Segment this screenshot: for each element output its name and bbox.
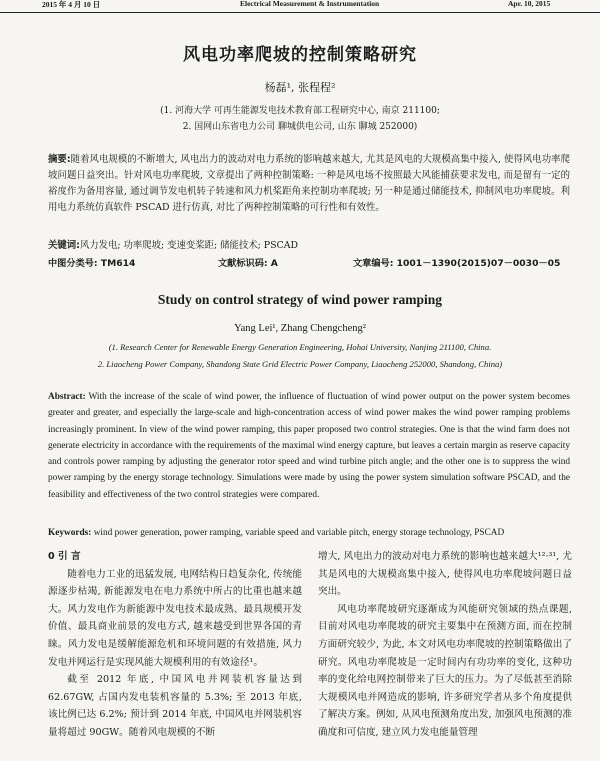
english-keywords: [48, 528, 570, 538]
clc-number: 中图分类号: TM614: [48, 258, 136, 269]
chinese-keywords-label: 关键词:: [48, 240, 80, 251]
chinese-title: 风电功率爬坡的控制策略研究: [183, 45, 417, 65]
chinese-affiliation-2: 2. 国网山东省电力公司 聊城供电公司, 山东 聊城 252000): [182, 122, 418, 132]
chinese-abstract-text: 随着风电规模的不断增大, 风电出力的波动对电力系统的影响越来越大, 尤其是风电的大规模高集中接入, 使得风电功率爬坡问题日益突出。针对风电功率爬坡, 文章提出了两种控制策略: 一种是风电场不按照最大风能捕获要求发电, 而是留有一定的裕度作为备用容量, 通过调节发电机转子转速和风力机桨距角来控制功率爬坡; 另一种是通过储能技术, 抑制风电功率爬坡。利用电力系统仿真软件 PSCAD 进行仿真, 对比了两种控制策略的可行性和有效性。: [48, 154, 570, 213]
chinese-abstract: [48, 152, 570, 216]
header-date-right: Apr. 10, 2015: [508, 0, 551, 8]
english-affiliation-1: (1. Research Center for Renewable Energy Generation Engineering, Hohai University, Nanjing 211100, China.: [108, 342, 492, 352]
english-abstract-text: With the increase of the scale of wind power, the influence of fluctuation of wind power output on the power system becomes greater and greater, and especially the large-scale and high-concentration access of wind power makes the wind power ramping problems increasingly prominent. In view of the wind power ramping, this paper proposed two control strategies. One is that the wind farm does not generate electricity in accordance with the requirements of the maximal wind energy capture, but leaves a certain margin as reserve capacity and controls power ramping by adjusting the generator rotor speed and wind turbine pitch angle; and the other one is to suppress the wind power ramping by the energy storage technology. Simulations were made by using the power system simulation software PSCAD, and the feasibility and effectiveness of the two control strategies were compared.: [48, 392, 571, 500]
english-title: Study on control strategy of wind power ramping: [157, 292, 443, 307]
running-header: [0, 0, 600, 13]
header-date-left: 2015 年 4 月 10 日: [42, 0, 101, 9]
chinese-keywords: [48, 238, 570, 254]
body-paragraph: 截至 2012 年底, 中国风电并网装机容量达到 62.67GW, 占国内发电装机容量的 5.3%; 至 2013 年底, 该比例已达 6.2%; 预计到 2014 年底, 中国风电并网装机容量将超过 90GW。随着风电规模的不断: [48, 674, 302, 738]
chinese-keywords-text: 风力发电; 功率爬坡; 变速变桨距; 储能技术; PSCAD: [79, 240, 298, 251]
english-authors: Yang Lei¹, Zhang Chengcheng²: [234, 323, 366, 334]
body-paragraph: 增大, 风电出力的波动对电力系统的影响也越来越大¹²·³¹, 尤其是风电的大规模高集中接入, 使得风电功率爬坡问题日益突出。: [318, 551, 572, 598]
body-paragraph: 风电功率爬坡研究逐渐成为风能研究领域的热点课题, 目前对风电功率爬坡的研究主要集中在预测方面, 而在控制方面研究较少, 为此, 本文对风电功率爬坡的控制策略做出了研究。风电功率爬坡是一定时间内有功功率的变化, 这种功率的变化给电网控制带来了巨大的压力。为了尽低甚至消除大规模风电并网造成的影响, 许多研究学者从多个角度提供了解决方案。例如, 从风电预测角度出发, 加强风电预测的准确度和可信度, 建立风力发电能量管理: [318, 603, 572, 738]
section-heading-introduction: 0 引 言: [48, 551, 81, 562]
english-affiliation-2: 2. Liaocheng Power Company, Shandong State Grid Electric Power Company, Liaocheng 252000, Shandong, China): [97, 359, 503, 369]
body-left-column: [48, 548, 302, 742]
english-keywords-text: wind power generation, power ramping, variable speed and variable pitch, energy storage technology, PSCAD: [93, 528, 505, 538]
english-abstract: [48, 389, 570, 503]
article-number: 文章编号: 1001－1390(2015)07－0030－05: [353, 258, 561, 269]
document-code: 文献标识码: A: [218, 258, 278, 269]
body-right-column: [318, 548, 572, 742]
chinese-authors: 杨磊¹, 张程程²: [264, 81, 336, 94]
classification-row: [48, 255, 570, 271]
body-paragraph: 随着电力工业的迅猛发展, 电网结构日趋复杂化, 传统能源逐步枯竭, 新能源发电在电力系统中所占的比重也越来越大。风力发电作为新能源中发电技术最成熟、最具规模开发价值、最具商业前景的发电方式, 越来越受到世界各国的青睐。风力发电是缓解能源危机和环境问题的有效措施, 风力发电并网运行是实现风能大规模利用的有效途径¹。: [48, 568, 302, 668]
header-journal-name: Electrical Measurement & Instrumentation: [240, 0, 380, 8]
english-keywords-label: Keywords:: [48, 528, 92, 538]
english-abstract-label: Abstract:: [48, 392, 86, 402]
chinese-abstract-label: 摘要:: [48, 154, 71, 165]
chinese-affiliation-1: (1. 河海大学 可再生能源发电技术教育部工程研究中心, 南京 211100;: [160, 106, 440, 116]
